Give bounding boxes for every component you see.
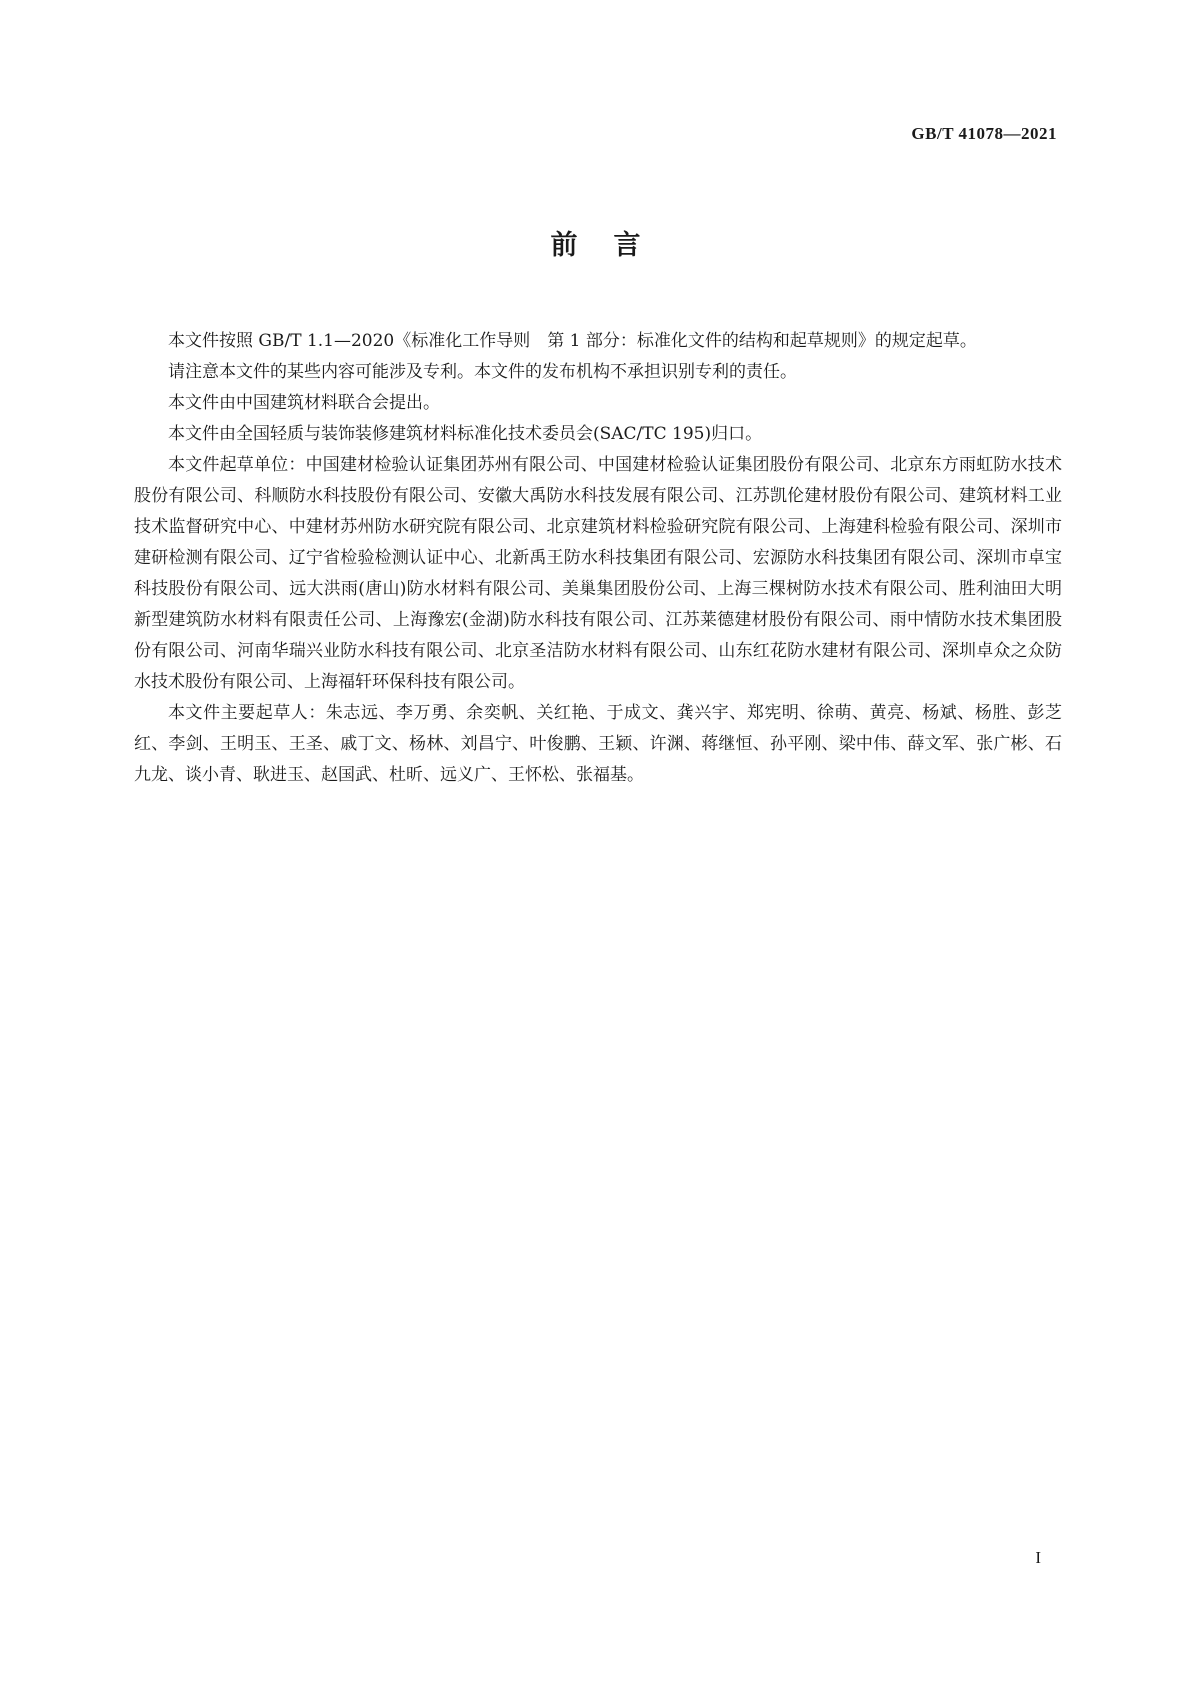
paragraph-drafting-units: 本文件起草单位：中国建材检验认证集团苏州有限公司、中国建材检验认证集团股份有限公司、北京东方雨虹防水技术股份有限公司、科顺防水科技股份有限公司、安徽大禹防水科技发展有限公司、江苏凯伦建材股份有限公司、建筑材料工业技术监督研究中心、中建材苏州防水研究院有限公司、北京建筑材料检验研究院有限公司、上海建科检验有限公司、深圳市建研检测有限公司、辽宁省检验检测认证中心、北新禹王防水科技集团有限公司、宏源防水科技集团有限公司、深圳市卓宝科技股份有限公司、远大洪雨(唐山)防水材料有限公司、美巢集团股份公司、上海三棵树防水技术有限公司、胜利油田大明新型建筑防水材料有限责任公司、上海豫宏(金湖)防水科技有限公司、江苏莱德建材股份有限公司、雨中情防水技术集团股份有限公司、河南华瑞兴业防水科技有限公司、北京圣洁防水材料有限公司、山东红花防水建材有限公司、深圳卓众之众防水技术股份有限公司、上海福轩环保科技有限公司。 <box>134 455 1062 692</box>
page-number: I <box>1035 1548 1041 1567</box>
paragraph-technical-committee: 本文件由全国轻质与装饰装修建筑材料标准化技术委员会(SAC/TC 195)归口。 <box>168 424 763 444</box>
paragraph-drafting-rules: 本文件按照 GB/T 1.1—2020《标准化工作导则 第 1 部分：标准化文件的结构和起草规则》的规定起草。 <box>168 331 977 351</box>
page-title: 前言 <box>550 230 677 261</box>
foreword-body <box>134 326 1062 791</box>
standard-number: GB/T 41078—2021 <box>911 124 1057 143</box>
paragraph-proposer: 本文件由中国建筑材料联合会提出。 <box>168 393 440 413</box>
paragraph-patent-notice: 请注意本文件的某些内容可能涉及专利。本文件的发布机构不承担识别专利的责任。 <box>168 362 797 382</box>
paragraph-drafters: 本文件主要起草人：朱志远、李万勇、余奕帆、关红艳、于成文、龚兴宇、郑宪明、徐萌、黄亮、杨斌、杨胜、彭芝红、李剑、王明玉、王圣、戚丁文、杨林、刘昌宁、叶俊鹏、王颖、许渊、蒋继恒、孙平刚、梁中伟、薛文军、张广彬、石九龙、谈小青、耿进玉、赵国武、杜昕、远义广、王怀松、张福基。 <box>134 703 1062 785</box>
